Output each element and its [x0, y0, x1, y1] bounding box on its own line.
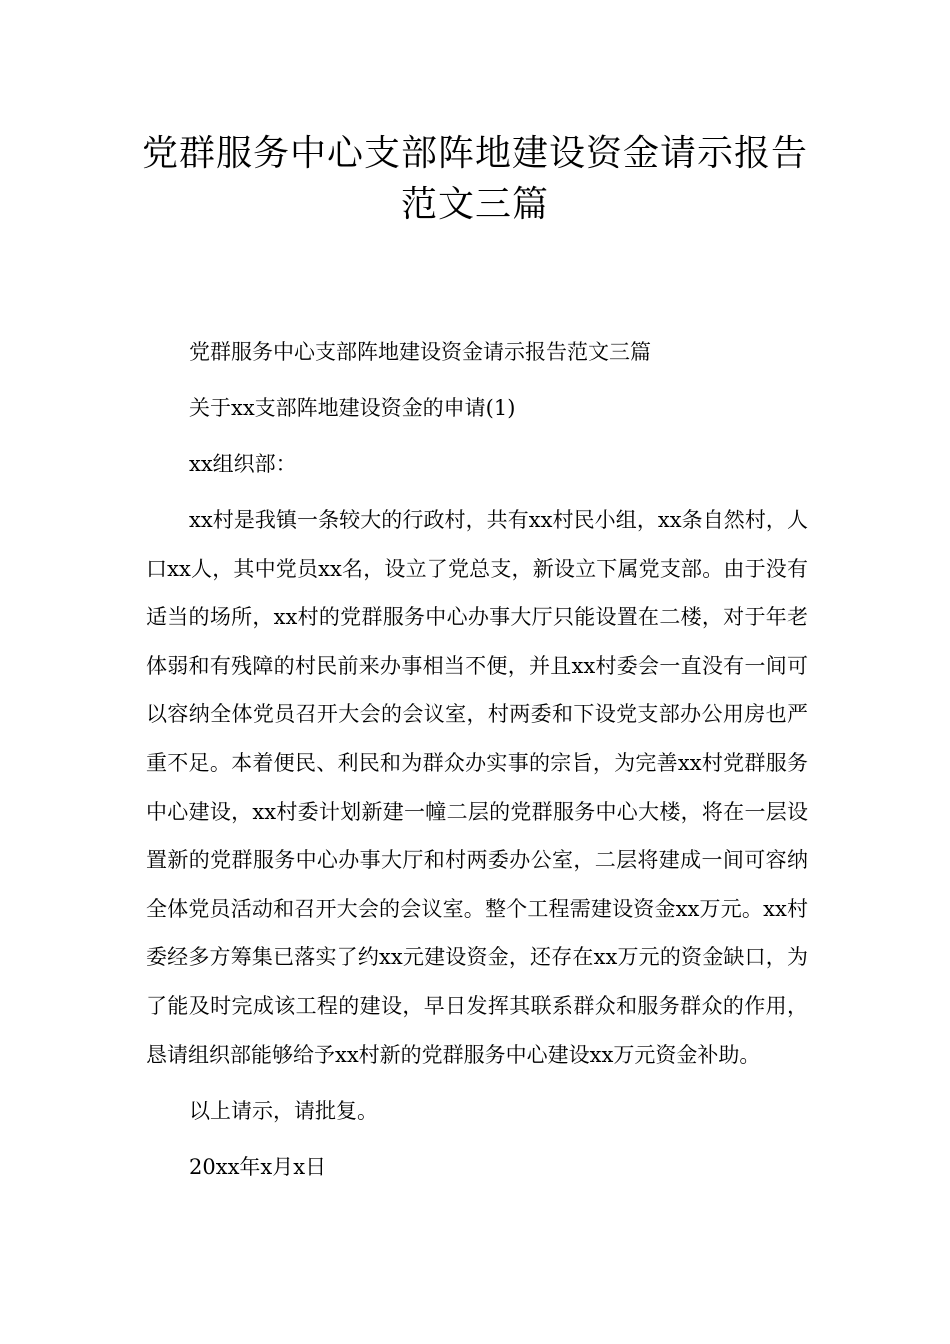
document-title: 党群服务中心支部阵地建设资金请示报告范文三篇: [141, 133, 808, 225]
closing-request: 以上请示，请批复。: [189, 1099, 378, 1124]
document-body: [146, 328, 808, 1199]
section-heading: 关于xx支部阵地建设资金的申请(1): [189, 396, 516, 420]
subtitle-paragraph: 党群服务中心支部阵地建设资金请示报告范文三篇: [189, 340, 651, 364]
salutation: xx组织部：: [189, 452, 297, 476]
main-paragraph: xx村是我镇一条较大的行政村，共有xx村民小组，xx条自然村，人口xx人，其中党员xx名，设立了党总支，新设立下属党支部。由于没有适当的场所，xx村的党群服务中心办事大厅只能设置在二楼，对于年老体弱和有残障的村民前来办事相当不便，并且xx村委会一直没有一间可以容纳全体党员召开大会的会议室，村两委和下设党支部办公用房也严重不足。本着便民、利民和为群众办实事的宗旨，为完善xx村党群服务中心建设，xx村委计划新建一幢二层的党群服务中心大楼，将在一层设置新的党群服务中心办事大厅和村两委办公室，二层将建成一间可容纳全体党员活动和召开大会的会议室。整个工程需建设资金xx万元。xx村委经多方筹集已落实了约xx元建设资金，还存在xx万元的资金缺口，为了能及时完成该工程的建设，早日发挥其联系群众和服务群众的作用，恳请组织部能够给予xx村新的党群服务中心建设xx万元资金补助。: [146, 508, 808, 1067]
date-line: 20xx年x月x日: [189, 1155, 327, 1180]
